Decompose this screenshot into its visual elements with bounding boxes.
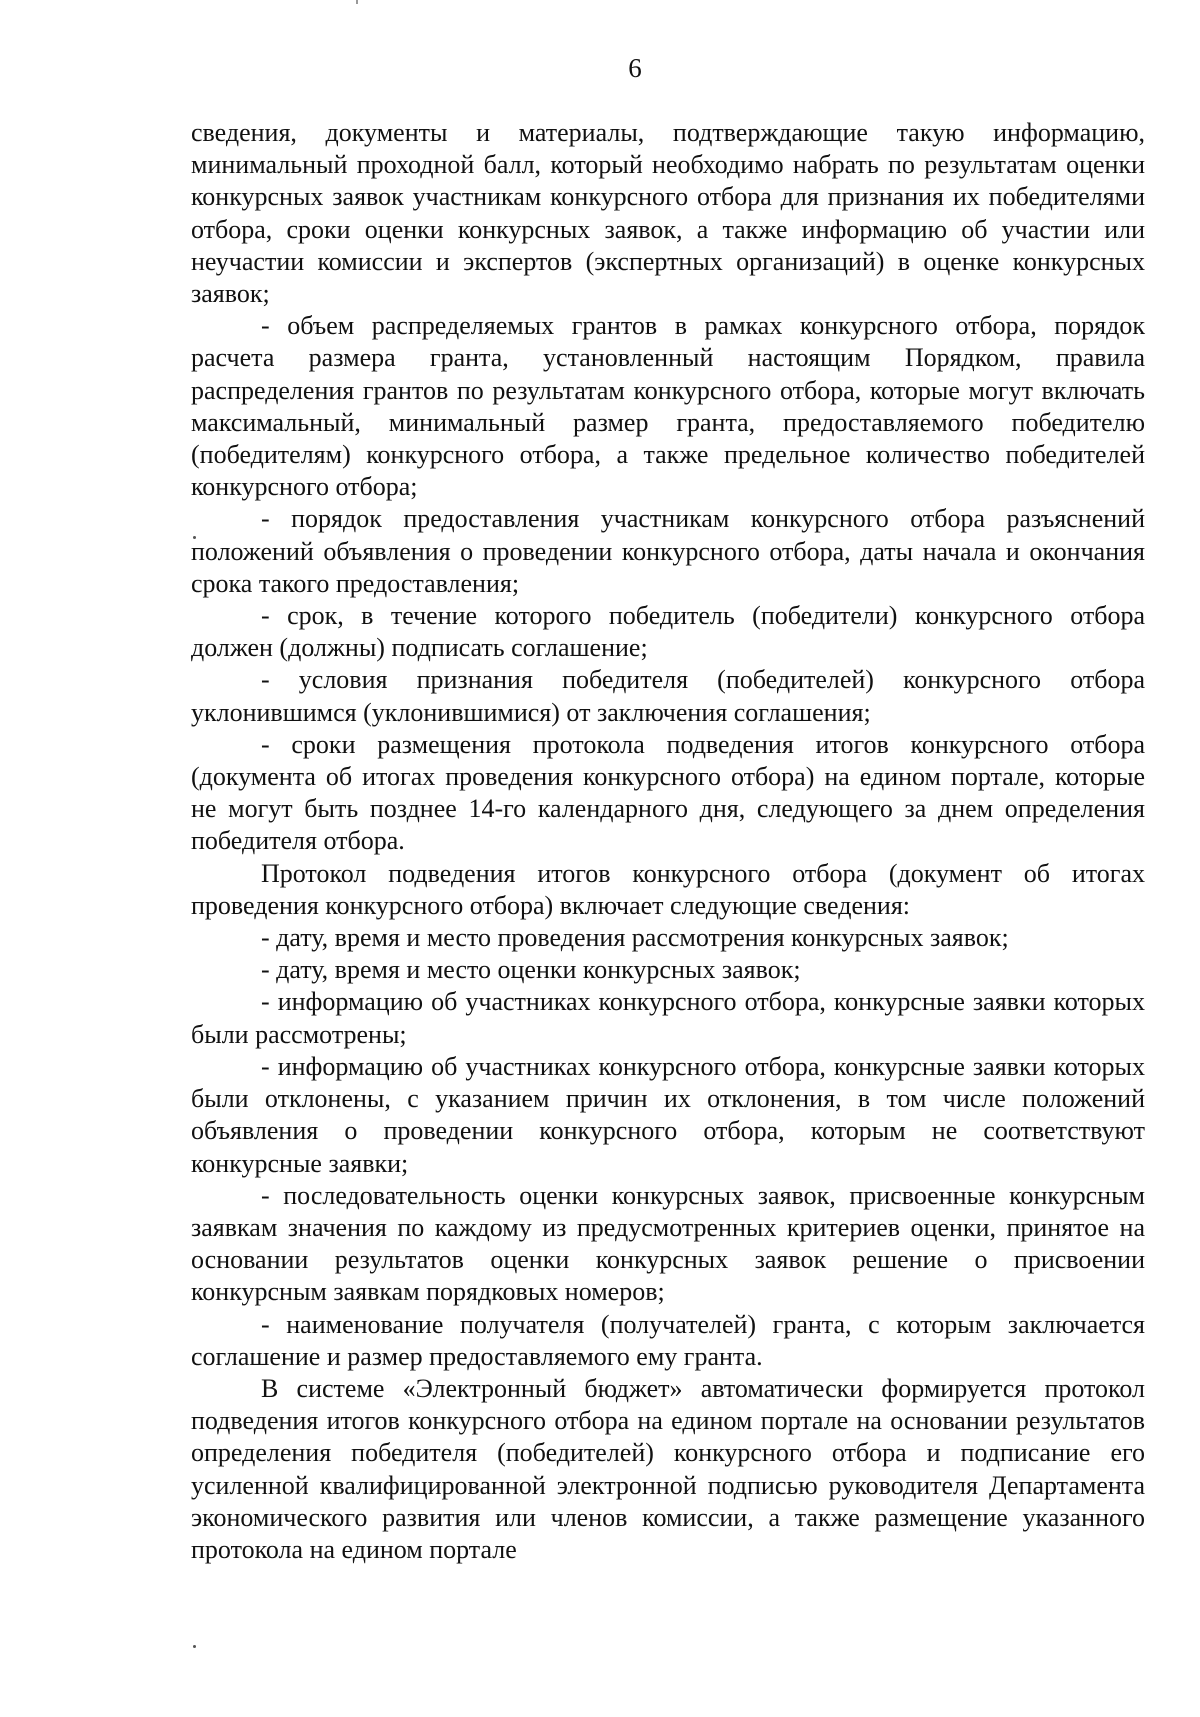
paragraph: - последовательность оценки конкурсных заявок, присвоенные конкурсным заявкам значения по каждому из предусмотренных критериев оценки, принятое на основании результатов оценки конкурсных заявок решение о присвоении конкурсным заявкам порядковых номеров; [191,1180,1145,1307]
paragraph: - сроки размещения протокола подведения итогов конкурсного отбора (документа об итогах проведения конкурсного отбора) на едином портале, которые не могут быть позднее 14-го календарного дня, следующего за днем определения победителя отбора. [191,729,1145,856]
paragraph: сведения, документы и материалы, подтверждающие такую информацию, минимальный проходной балл, который необходимо набрать по результатам оценки конкурсных заявок участникам конкурсного отбора для признания их победителями отбора, сроки оценки конкурсных заявок, а также информацию об участии или неучастии комиссии и экспертов (экспертных организаций) в оценке конкурсных заявок; [191,118,1145,309]
paragraph: Протокол подведения итогов конкурсного отбора (документ об итогах проведения конкурсного отбора) включает следующие сведения: [191,858,1145,920]
paragraph: - дату, время и место проведения рассмотрения конкурсных заявок; [261,923,1009,953]
page-number: 6 [628,53,642,83]
paragraph: - информацию об участниках конкурсного отбора, конкурсные заявки которых были отклонены, с указанием причин их отклонения, в том числе положений объявления о проведении конкурсного отбора, которым не соответствуют конкурсные заявки; [191,1051,1145,1178]
paragraph: - срок, в течение которого победитель (победители) конкурсного отбора должен (должны) подписать соглашение; [191,601,1145,663]
scan-dot-mark [193,1645,196,1648]
paragraph: - порядок предоставления участникам конкурсного отбора разъяснений положений объявления о проведении конкурсного отбора, даты начала и окончания срока такого предоставления; [191,504,1145,598]
paragraph: - информацию об участниках конкурсного отбора, конкурсные заявки которых были рассмотрены; [191,987,1145,1049]
scan-mark-top [356,0,358,4]
paragraph: - наименование получателя (получателей) гранта, с которым заключается соглашение и размер предоставляемого ему гранта. [191,1309,1145,1371]
paragraph: - дату, время и место оценки конкурсных заявок; [261,955,801,985]
paragraph: - объем распределяемых грантов в рамках конкурсного отбора, порядок расчета размера гранта, установленный настоящим Порядком, правила распределения грантов по результатам конкурсного отбора, которые могут включать максимальный, минимальный размер гранта, предоставляемого победителю (победителям) конкурсного отбора, а также предельное количество победителей конкурсного отбора; [191,311,1145,502]
document-body [191,117,1145,1566]
paragraph: В системе «Электронный бюджет» автоматически формируется протокол подведения итогов конкурсного отбора на едином портале на основании результатов определения победителя (победителей) конкурсного отбора и подписание его усиленной квалифицированной электронной подписью руководителя Департамента экономического развития или членов комиссии, а также размещение указанного протокола на едином портале [191,1373,1145,1564]
paragraph: - условия признания победителя (победителей) конкурсного отбора уклонившимся (уклонившимися) от заключения соглашения; [191,665,1145,727]
